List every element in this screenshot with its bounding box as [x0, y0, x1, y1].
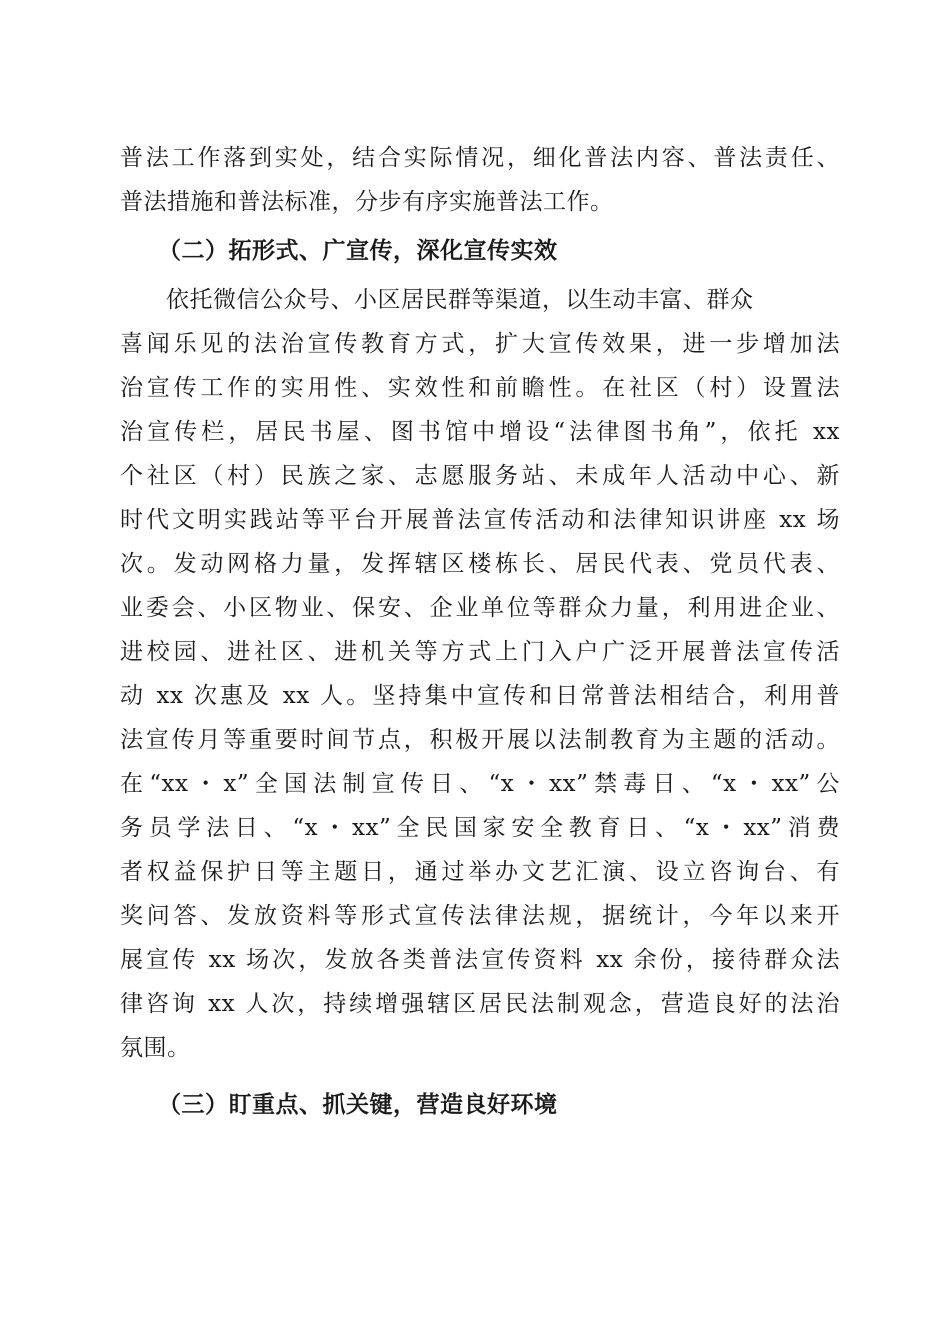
text-line: 业委会、小区物业、保安、企业单位等群众力量，利用进企业、	[120, 595, 840, 621]
text-line: 依托微信公众号、小区居民群等渠道，以生动丰富、群众	[166, 287, 754, 313]
text-line: 治宣传工作的实用性、实效性和前瞻性。在社区（村）设置法	[120, 375, 840, 401]
text-line: 喜闻乐见的法治宣传教育方式，扩大宣传效果，进一步增加法	[120, 331, 840, 357]
text-line: 普法措施和普法标准，分步有序实施普法工作。	[120, 189, 614, 215]
text-line: 治宣传栏，居民书屋、图书馆中增设“法律图书角”，依托 xx	[120, 419, 840, 445]
text-line: 次。发动网格力量，发挥辖区楼栋长、居民代表、党员代表、	[120, 551, 840, 577]
text-line: 氛围。	[120, 1035, 191, 1061]
text-line: 时代文明实践站等平台开展普法宣传活动和法律知识讲座 xx 场	[120, 507, 840, 533]
text-line: 普法工作落到实处，结合实际情况，细化普法内容、普法责任、	[120, 145, 840, 171]
section-heading-3: （三）盯重点、抓关键，营造良好环境	[158, 1092, 558, 1118]
text-line: 展宣传 xx 场次，发放各类普法宣传资料 xx 余份，接待群众法	[120, 947, 840, 973]
text-line: 个社区（村）民族之家、志愿服务站、未成年人活动中心、新	[120, 463, 840, 489]
text-line: 进校园、进社区、进机关等方式上门入户广泛开展普法宣传活	[120, 639, 840, 665]
paragraph-top	[120, 136, 840, 224]
text-line: 务员学法日、“x・xx”全民国家安全教育日、“x・xx”消费	[120, 815, 840, 841]
text-line: 法宣传月等重要时间节点，积极开展以法制教育为主题的活动。	[120, 727, 840, 753]
text-line: 者权益保护日等主题日，通过举办文艺汇演、设立咨询台、有	[120, 859, 840, 885]
paragraph-main	[120, 278, 840, 1070]
text-line: 奖问答、发放资料等形式宣传法律法规，据统计，今年以来开	[120, 903, 840, 929]
section-heading-2: （二）拓形式、广宣传，深化宣传实效	[158, 238, 558, 264]
text-line: 律咨询 xx 人次，持续增强辖区居民法制观念，营造良好的法治	[120, 991, 840, 1017]
text-line: 动 xx 次惠及 xx 人。坚持集中宣传和日常普法相结合，利用普	[120, 683, 840, 709]
text-line: 在“xx・x”全国法制宣传日、“x・xx”禁毒日、“x・xx”公	[120, 771, 840, 797]
